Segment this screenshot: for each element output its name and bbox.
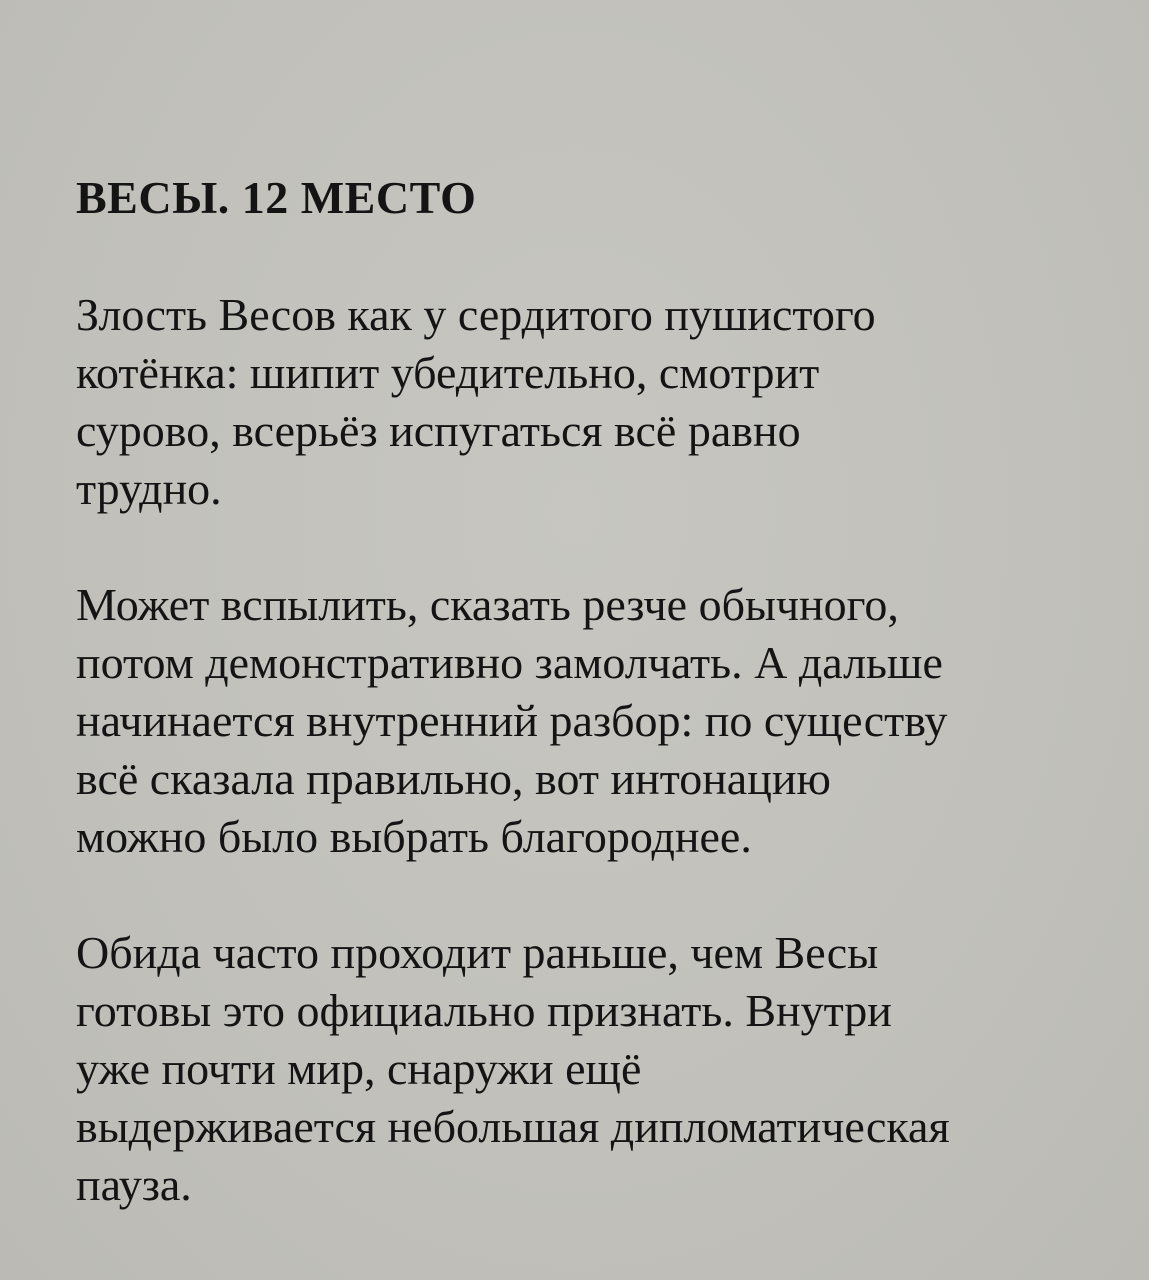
text-line: Обида часто проходит раньше, чем Весы <box>76 927 879 978</box>
text-line: уже почти мир, снаружи ещё <box>76 1043 642 1094</box>
text-line: можно было выбрать благороднее. <box>76 811 752 862</box>
paragraph-2 <box>76 576 1106 866</box>
text-line: котёнка: шипит убедительно, смотрит <box>76 347 820 398</box>
text-line: потом демонстративно замолчать. А дальше <box>76 637 943 688</box>
text-line: сурово, всерьёз испугаться всё равно <box>76 405 801 456</box>
text-line: Может вспылить, сказать резче обычного, <box>76 579 899 630</box>
text-line: выдерживается небольшая дипломатическая <box>76 1101 950 1152</box>
text-line: Злость Весов как у сердитого пушистого <box>76 289 876 340</box>
text-line: всё сказала правильно, вот интонацию <box>76 753 831 804</box>
text-line: начинается внутренний разбор: по существу <box>76 695 948 746</box>
page-title: ВЕСЫ. 12 МЕСТО <box>76 172 477 223</box>
paragraph-1 <box>76 286 1106 518</box>
text-line: трудно. <box>76 463 222 514</box>
paragraph-3 <box>76 924 1106 1214</box>
text-line: готовы это официально признать. Внутри <box>76 985 892 1036</box>
text-line: пауза. <box>76 1159 192 1210</box>
body-text <box>76 286 1106 1272</box>
